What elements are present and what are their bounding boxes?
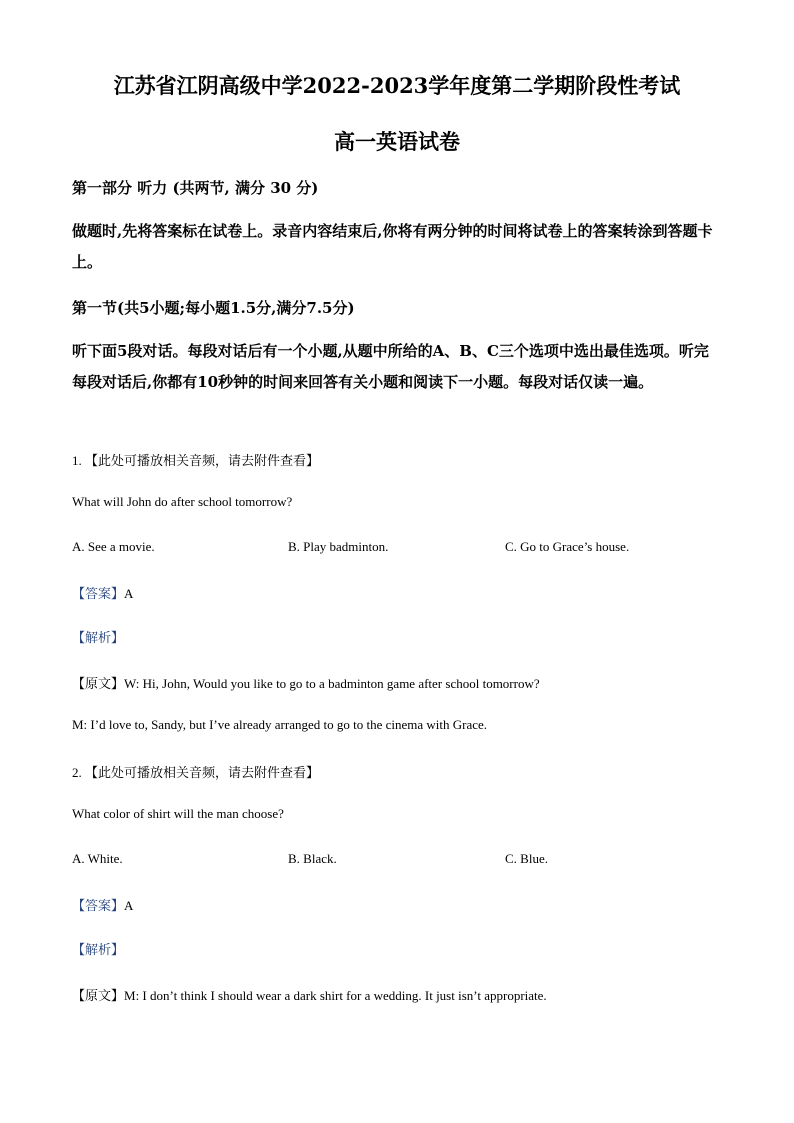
part1-heading: 第一部分 听力 (共两节, 满分 30 分) bbox=[72, 179, 319, 197]
q2-analysis-tag: 【解析】 bbox=[72, 942, 125, 957]
q1-option-b: B. Play badminton. bbox=[288, 539, 389, 554]
q2-transcript-text-1: M: I don’t think I should wear a dark shirt for a wedding. It just isn’t appropriate. bbox=[124, 988, 547, 1003]
q2-transcript-tag: 【原文】 bbox=[72, 988, 125, 1003]
q2-prompt: What color of shirt will the man choose? bbox=[72, 806, 284, 821]
q1-answer bbox=[72, 583, 133, 602]
exam-title: 江苏省江阴高级中学2022-2023学年度第二学期阶段性考试 bbox=[113, 73, 681, 98]
q1-transcript-tag: 【原文】 bbox=[72, 676, 125, 691]
section1-instructions: 听下面5段对话。每段对话后有一个小题,从题中所给的A、B、C三个选项中选出最佳选项。听完每段对话后,你都有10秒钟的时间来回答有关小题和阅读下一小题。每段对话仅读一遍。 bbox=[72, 342, 709, 391]
q1-transcript-line-1 bbox=[72, 673, 540, 692]
q1-answer-value: A bbox=[124, 586, 134, 601]
q2-transcript-line-1 bbox=[72, 985, 547, 1004]
q2-audio-line[interactable]: 2. 【此处可播放相关音频，请去附件查看】 bbox=[72, 765, 320, 780]
q2-answer-tag: 【答案】 bbox=[72, 898, 125, 913]
section1-heading: 第一节(共5小题;每小题1.5分,满分7.5分) bbox=[72, 299, 355, 317]
q1-audio-line[interactable]: 1. 【此处可播放相关音频，请去附件查看】 bbox=[72, 453, 320, 468]
exam-subtitle: 高一英语试卷 bbox=[334, 129, 460, 154]
q1-transcript-line-2: M: I’d love to, Sandy, but I’ve already arranged to go to the cinema with Grace. bbox=[72, 717, 488, 732]
part1-instructions: 做题时,先将答案标在试卷上。录音内容结束后,你将有两分钟的时间将试卷上的答案转涂到答题卡上。 bbox=[72, 222, 713, 271]
q2-answer bbox=[72, 895, 133, 914]
q1-prompt: What will John do after school tomorrow? bbox=[72, 494, 293, 509]
q1-analysis-tag: 【解析】 bbox=[72, 630, 125, 645]
q1-answer-tag: 【答案】 bbox=[72, 586, 125, 601]
q1-transcript-text-1: W: Hi, John, Would you like to go to a badminton game after school tomorrow? bbox=[124, 676, 540, 691]
q2-answer-value: A bbox=[124, 898, 134, 913]
q1-option-c: C. Go to Grace’s house. bbox=[505, 539, 630, 554]
q1-option-a: A. See a movie. bbox=[72, 539, 155, 554]
q2-option-a: A. White. bbox=[72, 851, 123, 866]
q2-option-c: C. Blue. bbox=[505, 851, 548, 866]
q2-option-b: B. Black. bbox=[288, 851, 337, 866]
